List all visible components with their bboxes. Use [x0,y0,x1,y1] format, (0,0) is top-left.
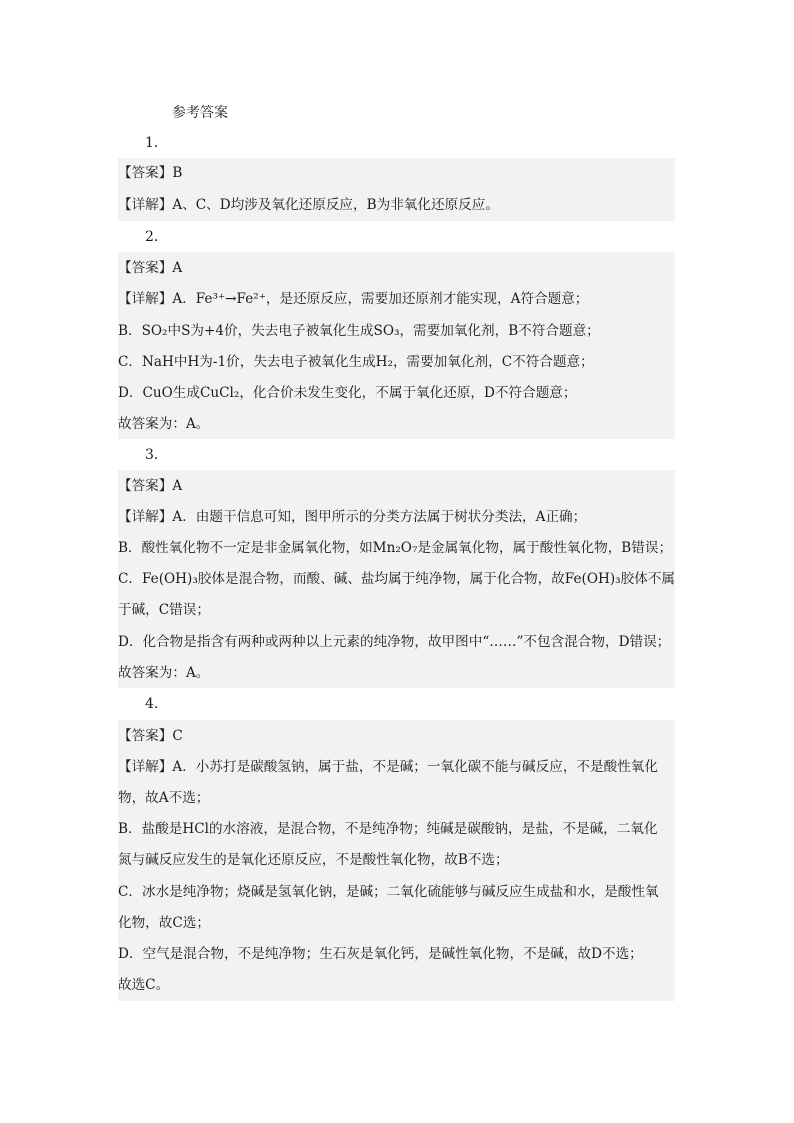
explanation-line: 氮与碱反应发生的是氧化还原反应，不是酸性氧化物，故B不选； [118,852,509,868]
explanation-line: 【详解】A、C、D均涉及氧化还原反应，B为非氧化还原反应。 [118,197,499,213]
explanation-line: B．酸性氧化物不一定是非金属氧化物，如Mn₂O₇是金属氧化物，属于酸性氧化物，B错误； [118,540,673,556]
question-number: 3． [145,447,168,463]
answer-block [118,252,675,439]
question-number: 4． [145,696,168,712]
answer-line: 【答案】A [118,478,183,494]
answer-line: 【答案】B [118,165,183,181]
answer-key-title: 参考答案 [172,105,228,121]
question-number: 1． [145,135,168,151]
answer-block [118,720,675,1001]
explanation-line: B．盐酸是HCl的水溶液，是混合物，不是纯净物；纯碱是碳酸钠，是盐，不是碱，二氧化 [118,821,658,837]
explanation-line: C．NaH中H为-1价，失去电子被氧化生成H₂，需要加氧化剂，C不符合题意； [118,354,594,370]
question-number: 2． [145,229,168,245]
explanation-line: D．空气是混合物，不是纯净物；生石灰是氧化钙，是碱性氧化物，不是碱，故D不选； [118,946,643,962]
explanation-line: D．CuO生成CuCl₂，化合价未发生变化，不属于氧化还原，D不符合题意； [118,385,577,401]
answer-line: 【答案】A [118,260,183,276]
answer-block [118,470,675,688]
explanation-line: 【详解】A．Fe³⁺→Fe²⁺，是还原反应，需要加还原剂才能实现，A符合题意； [118,291,589,307]
explanation-line: C．冰水是纯净物；烧碱是氢氧化钠，是碱；二氧化硫能够与碱反应生成盐和水，是酸性氧 [118,884,659,900]
answer-block [118,158,675,221]
explanation-line: 故选C。 [118,977,170,993]
explanation-line: C．Fe(OH)₃胶体是混合物，而酸、碱、盐均属于纯净物，属于化合物，故Fe(OH)₃胶体不属 [118,571,675,587]
explanation-line: 【详解】A．由题干信息可知，图甲所示的分类方法属于树状分类法，A正确； [118,509,587,525]
explanation-line: D．化合物是指含有两种或两种以上元素的纯净物，故甲图中“……”不包含混合物，D错误； [118,634,671,650]
answer-line: 【答案】C [118,728,183,744]
explanation-line: 物，故A不选； [118,790,210,806]
explanation-line: 故答案为：A。 [118,416,210,432]
explanation-line: B．SO₂中S为+4价，失去电子被氧化生成SO₃，需要加氧化剂，B不符合题意； [118,323,600,339]
explanation-line: 化物，故C选； [118,915,210,931]
explanation-line: 故答案为：A。 [118,665,210,681]
explanation-line: 于碱，C错误； [118,602,210,618]
explanation-line: 【详解】A．小苏打是碳酸氢钠，属于盐，不是碱；一氧化碳不能与碱反应，不是酸性氧化 [118,759,658,775]
